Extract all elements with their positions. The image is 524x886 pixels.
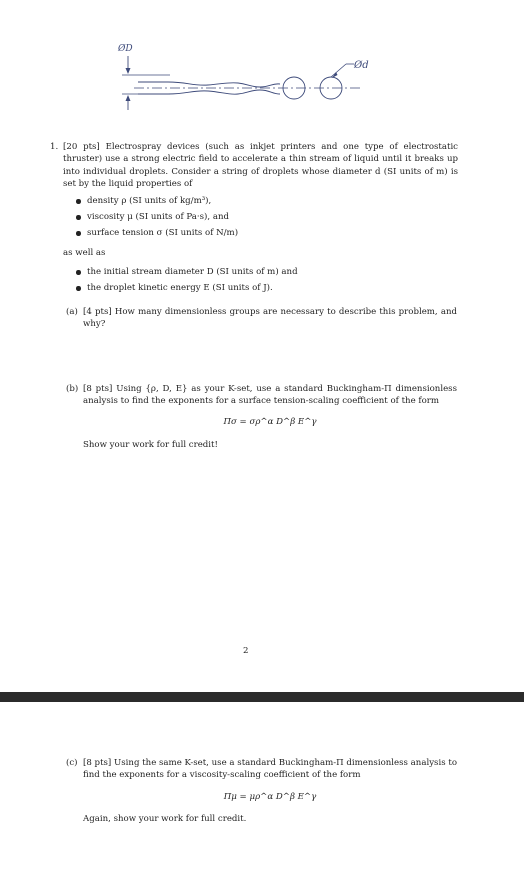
page-number: 2	[243, 646, 249, 656]
part-c	[66, 757, 457, 782]
part-b-label: (b)	[66, 384, 79, 394]
part-b-note: Show your work for full credit!	[83, 440, 218, 450]
extra-variables-list	[74, 266, 298, 298]
stream-breakup-diagram	[110, 38, 370, 118]
part-a-text: [4 pts] How many dimensionless groups are necessary to describe this problem, and why?	[83, 307, 457, 330]
part-b	[66, 383, 457, 408]
property-surface-tension: surface tension σ (SI units of N/m)	[74, 227, 238, 243]
variable-stream-diameter: the initial stream diameter D (SI units of m) and	[74, 266, 298, 282]
problem-1	[50, 141, 458, 191]
part-a-label: (a)	[66, 307, 78, 317]
page-divider	[0, 692, 524, 702]
part-c-text: [8 pts] Using the same K-set, use a standard Buckingham-Π dimensionless analysis to find the exponents for a viscosity-scaling coefficient of the form	[83, 758, 457, 781]
variable-kinetic-energy: the droplet kinetic energy E (SI units of J).	[74, 282, 298, 298]
diameter-D-label: ØD	[118, 44, 133, 54]
property-density: density ρ (SI units of kg/m³),	[74, 195, 238, 211]
problem-number: 1.	[50, 142, 59, 152]
property-viscosity: viscosity μ (SI units of Pa·s), and	[74, 211, 238, 227]
part-a	[66, 306, 457, 331]
liquid-properties-list	[74, 195, 238, 243]
diameter-d-label: Ød	[354, 60, 369, 71]
as-well-as-text: as well as	[63, 248, 106, 258]
part-b-text: [8 pts] Using {ρ, D, E} as your K-set, use a standard Buckingham-Π dimensionless analysis to find the exponents for a surface tension-scaling coefficient of the form	[83, 384, 457, 407]
part-b-equation: Πσ = σρ^α D^β E^γ	[223, 417, 317, 427]
stream-breakup-figure	[110, 38, 370, 118]
part-c-label: (c)	[66, 758, 78, 768]
part-c-equation: Πμ = μρ^α D^β E^γ	[223, 792, 317, 802]
part-c-note: Again, show your work for full credit.	[83, 814, 247, 824]
problem-intro: [20 pts] Electrospray devices (such as inkjet printers and one type of electrostatic thruster) use a strong electric field to accelerate a thin stream of liquid until it breaks up into individual droplets. Consider a string of droplets whose diameter d (SI units of m) is set by the liquid properties of	[63, 142, 458, 190]
